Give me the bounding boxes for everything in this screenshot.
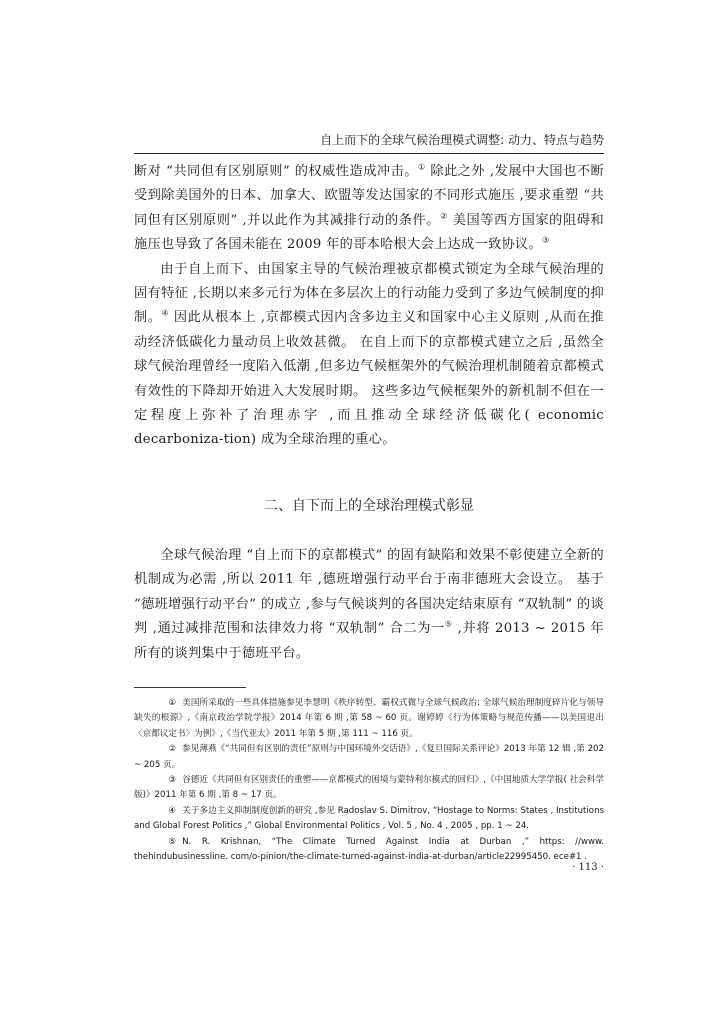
footnote-mark: ④ [168,805,177,816]
footnote-text: 参见薄燕《“共同但有区别的责任”原则与中国环境外交话语》,《复旦国际关系评论》2013 年第 12 辑 ,第 202 ~ 205 页。 [134,744,604,770]
text-run: 全球气候治理 “自上而下的京都模式” 的固有缺陷和效果不彰使建立全新的机制成为必需 ,所以 2011 年 ,德班增强行动平台于南非德班大会设立。 基于 “德班增强行动平台” 的成立 ,参与气候谈判的各国决定结束原有 “双轨制” 的谈判 ,通过减排范围和法律效力将 “双轨制” 合二为一 [134,548,604,637]
text-run: 因此从根本上 ,京都模式因内含多边主义和国家中心主义原则 ,从而在推动经济低碳化力量动员上收效甚微。 在自上而下的京都模式建立之后 ,虽然全球气候治理曾经一度陷入低潮 ,但多边气候框架外的气候治理机制随着京都模式有效性的下降却开始进入大发展时期。 这些多边气候框架外的新机制不但在一定程度上弥补了治理赤字 ,而且推动全球经济低碳化( economic decarboniza-tion) 成为全球治理的重心。 [134,310,604,448]
footnote-mark: ⑤ [168,836,177,847]
section-heading [134,495,604,515]
footnote-text: N. R. Krishnan, “The Climate Turned Against India at Durban ,” https: //www. thehindubusinessline. com/o-pinion/the-climate-turned-against-india-at-durban/article22995450. ece#1 . [134,836,604,863]
footnote-ref-4[interactable]: ④ [161,309,170,319]
page-number: · 113 · [572,862,604,873]
text-run: 除此之外 ,发展中大国也不断受到除美国外的日本、加拿大、欧盟等发达国家的不同形式施压 ,要求重塑 “共同但有区别原则” ,并以此作为其减排行动的条件。 [134,164,605,228]
text-run: 由于自上而下、由国家主导的气候治理被京都模式锁定为全球气候治理的固有特征 ,长期以来多元行为体在多层次上的行动能力受到了多边气候制度的抑制。 [134,261,604,326]
footnote-ref-1[interactable]: ① [418,162,426,172]
footnote-text: 美国所采取的一些具体措施参见李慧明《秩序转型、霸权式微与全球气候政治: 全球气候治理制度碎片化与领导缺失的根源》,《南京政治学院学报》2014 年第 6 期 ,第 58 ~ 60 页。谢婷婷《行为体策略与规范传播——以美国退出〈京都议定书〉为例》,《当代亚太》2011 年第 5 期 ,第 111 ~ 116 页。 [134,698,604,739]
footnote-ref-3[interactable]: ③ [541,235,550,245]
text-run: 美国等西方国家的阻碍和施压也导致了各国未能在 2009 年的哥本哈根大会上达成一致协议。 [134,212,604,253]
footnote-2 [134,742,604,773]
body-text-upper [134,160,604,453]
footnote-4 [134,804,604,835]
footnotes [134,696,604,865]
body-text-lower [134,544,604,666]
footnote-mark: ① [168,698,177,708]
footnote-separator [134,687,246,688]
paragraph-2 [134,258,604,453]
paragraph-3 [134,544,604,666]
footnote-mark: ② [168,744,177,755]
running-title: 自上而下的全球气候治理模式调整: 动力、特点与趋势 [320,133,604,147]
footnote-mark: ③ [168,775,177,786]
footnote-text: 关于多边主义抑制制度创新的研究 ,参见 Radoslav S. Dimitrov, “Hostage to Norms: States , Institutions and Global Forest Politics ,” Global Environmental Politics , Vol. 5 , No. 4 , 2005 , pp. 1 ~ 24. [134,805,604,832]
footnote-1 [134,696,604,742]
footnote-ref-5[interactable]: ⑤ [444,619,453,629]
text-run: ,并将 2013 ~ 2015 年所有的谈判集中于德班平台。 [134,621,604,661]
text-run: 断对 “共同但有区别原则” 的权威性造成冲击。 [134,164,419,179]
footnote-ref-2[interactable]: ② [440,211,448,221]
section-heading-text: 二、自下而上的全球治理模式彰显 [264,498,474,514]
footnote-text: 谷德近《共同但有区别责任的重塑——京都模式的困境与蒙特利尔模式的回归》,《中国地质大学学报( 社会科学版)》2011 年第 6 期 ,第 8 ~ 17 页。 [134,775,604,801]
footnote-5 [134,835,604,866]
running-header [134,131,604,154]
footnote-3 [134,773,604,804]
paragraph-1 [134,160,604,258]
